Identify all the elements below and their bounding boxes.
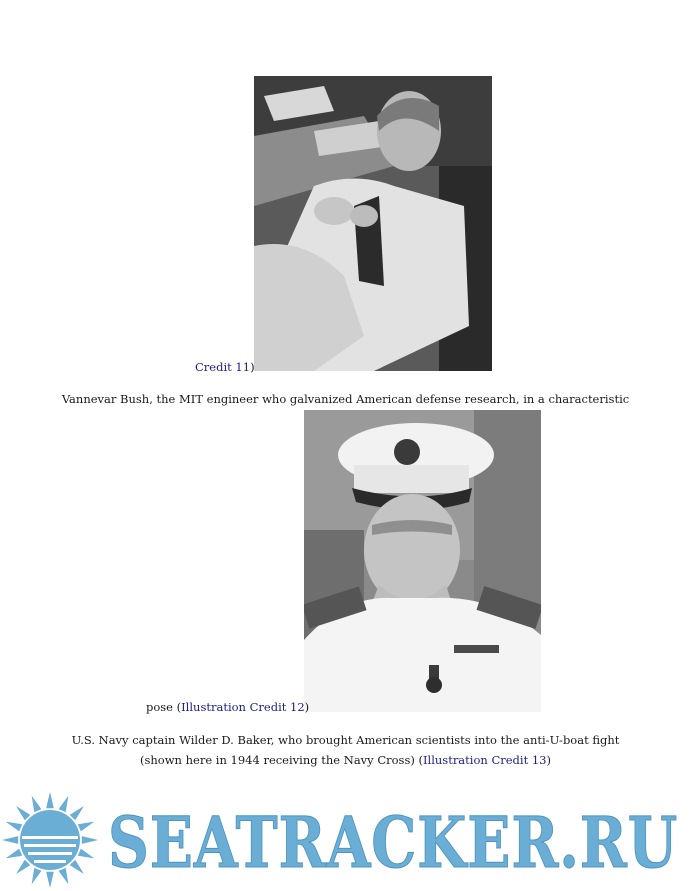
baker-caption-line2	[40, 750, 651, 770]
watermark-text: SEATRACKER.RU	[108, 801, 678, 884]
sun-ray	[16, 860, 30, 874]
baker-credit-close: )	[304, 700, 310, 714]
sun-ray	[6, 849, 22, 859]
sun-ray	[78, 822, 94, 832]
sun-ray	[32, 868, 42, 884]
baker-caption-credit-link[interactable]: Illustration Credit 13	[422, 753, 547, 767]
baker-caption-line1: U.S. Navy captain Wilder D. Baker, who brought American scientists into the anti-U-boat fight	[71, 733, 620, 747]
sun-ray	[46, 872, 54, 888]
sun-ray	[70, 806, 84, 820]
baker-credit-line	[146, 700, 309, 714]
bush-credit-close: )	[250, 360, 255, 374]
baker-caption	[40, 730, 651, 770]
sun-ray	[78, 849, 94, 859]
bush-credit-link[interactable]: Credit 11	[195, 360, 251, 374]
watermark-graphic	[0, 788, 691, 891]
sun-ray	[16, 806, 30, 820]
bush-credit-line	[195, 360, 255, 374]
baker-credit-prefix: pose (	[146, 700, 182, 714]
baker-caption-line2-close: )	[546, 753, 552, 767]
sun-ray	[6, 822, 22, 832]
sun-ray	[59, 868, 69, 884]
wilder-baker-photo	[304, 410, 541, 712]
baker-caption-line2-text: (shown here in 1944 receiving the Navy Cross) (	[139, 753, 423, 767]
sun-ray	[46, 792, 54, 808]
sun-ray	[32, 796, 42, 812]
bush-caption: Vannevar Bush, the MIT engineer who galvanized American defense research, in a characteristic	[61, 392, 630, 406]
seatracker-watermark	[0, 788, 691, 891]
sun-ray	[70, 860, 84, 874]
sun-ray	[82, 836, 98, 844]
baker-credit-link[interactable]: Illustration Credit 12	[181, 700, 305, 714]
sun-icon	[2, 792, 98, 888]
vannevar-bush-photo-graphic	[254, 76, 492, 371]
wilder-baker-photo-graphic	[304, 410, 541, 712]
sun-ray	[2, 836, 18, 844]
sun-ray	[59, 796, 69, 812]
vannevar-bush-photo	[254, 76, 492, 371]
